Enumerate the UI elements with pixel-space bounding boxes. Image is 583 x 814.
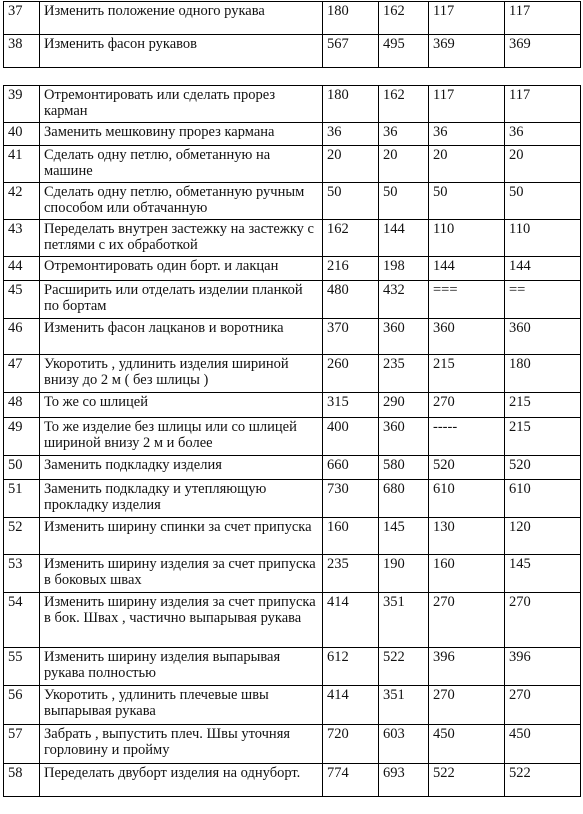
price-cell: 400 (323, 418, 379, 456)
price-cell: 36 (429, 123, 505, 146)
service-name: Заменить мешковину прорез кармана (40, 123, 323, 146)
price-cell: 522 (379, 648, 429, 686)
row-number: 55 (4, 648, 40, 686)
price-cell: 20 (379, 146, 429, 183)
price-cell: 414 (323, 686, 379, 725)
price-cell: 612 (323, 648, 379, 686)
service-name: Изменить ширину изделия за счет припуска в бок. Швах , частично выпарывая рукава (40, 593, 323, 648)
price-cell: 720 (323, 725, 379, 764)
service-name: Изменить фасон лацканов и воротника (40, 319, 323, 355)
price-cell: 290 (379, 393, 429, 418)
price-cell: 216 (323, 257, 379, 281)
price-cell: 270 (429, 393, 505, 418)
price-cell: 144 (379, 220, 429, 257)
service-name: Переделать внутрен застежку на застежку с петлями с их обработкой (40, 220, 323, 257)
table-row (4, 593, 581, 648)
price-cell: 20 (323, 146, 379, 183)
price-cell: 396 (505, 648, 581, 686)
price-cell: 20 (505, 146, 581, 183)
price-cell: 215 (505, 418, 581, 456)
price-table-main (3, 85, 581, 797)
row-number: 40 (4, 123, 40, 146)
price-table-top (3, 1, 581, 68)
price-cell: 680 (379, 480, 429, 518)
table-row (4, 518, 581, 555)
price-cell: 180 (323, 2, 379, 35)
service-name: Забрать , выпустить плеч. Швы уточняя горловину и пройму (40, 725, 323, 764)
price-cell: 270 (429, 593, 505, 648)
row-number: 48 (4, 393, 40, 418)
row-number: 58 (4, 764, 40, 797)
price-cell: 120 (505, 518, 581, 555)
service-name: Изменить фасон рукавов (40, 35, 323, 68)
price-cell: 260 (323, 355, 379, 393)
row-number: 43 (4, 220, 40, 257)
price-table-top-body (4, 2, 581, 68)
row-number: 39 (4, 86, 40, 123)
price-cell: 522 (429, 764, 505, 797)
table-row (4, 183, 581, 220)
price-cell: 396 (429, 648, 505, 686)
row-number: 47 (4, 355, 40, 393)
service-name: Отремонтировать или сделать прорез карман (40, 86, 323, 123)
service-name: То же изделие без шлицы или со шлицей шириной внизу 2 м и более (40, 418, 323, 456)
price-cell: 360 (379, 418, 429, 456)
price-cell: 693 (379, 764, 429, 797)
service-name: То же со шлицей (40, 393, 323, 418)
price-table-main-body (4, 86, 581, 797)
table-row (4, 555, 581, 593)
service-name: Изменить положение одного рукава (40, 2, 323, 35)
table-row (4, 456, 581, 480)
price-cell: 660 (323, 456, 379, 480)
service-name: Укоротить , удлинить изделия шириной внизу до 2 м ( без шлицы ) (40, 355, 323, 393)
price-cell: 270 (505, 686, 581, 725)
price-cell: 215 (505, 393, 581, 418)
table-row (4, 648, 581, 686)
price-cell: 36 (505, 123, 581, 146)
table-row (4, 764, 581, 797)
price-cell: 36 (379, 123, 429, 146)
row-number: 51 (4, 480, 40, 518)
price-cell: 774 (323, 764, 379, 797)
price-cell: 180 (505, 355, 581, 393)
table-row (4, 686, 581, 725)
price-cell: 50 (323, 183, 379, 220)
price-cell: 130 (429, 518, 505, 555)
price-cell: 117 (505, 2, 581, 35)
price-cell: 110 (505, 220, 581, 257)
row-number: 45 (4, 281, 40, 319)
price-cell: 198 (379, 257, 429, 281)
row-number: 53 (4, 555, 40, 593)
price-cell: 144 (429, 257, 505, 281)
row-number: 57 (4, 725, 40, 764)
table-row (4, 146, 581, 183)
price-cell: === (429, 281, 505, 319)
service-name: Укоротить , удлинить плечевые швы выпарывая рукава (40, 686, 323, 725)
service-name: Заменить подкладку изделия (40, 456, 323, 480)
price-cell: 117 (429, 86, 505, 123)
table-row (4, 86, 581, 123)
price-cell: 36 (323, 123, 379, 146)
table-row (4, 281, 581, 319)
price-cell: 450 (429, 725, 505, 764)
price-cell: 162 (323, 220, 379, 257)
service-name: Переделать двуборт изделия на однуборт. (40, 764, 323, 797)
price-cell: 50 (379, 183, 429, 220)
price-cell: 117 (505, 86, 581, 123)
service-name: Изменить ширину изделия выпарывая рукава полностью (40, 648, 323, 686)
table-row (4, 725, 581, 764)
table-row (4, 257, 581, 281)
price-cell: 610 (429, 480, 505, 518)
row-number: 50 (4, 456, 40, 480)
service-name: Изменить ширину изделия за счет припуска в боковых швах (40, 555, 323, 593)
price-cell: 190 (379, 555, 429, 593)
row-number: 42 (4, 183, 40, 220)
row-number: 37 (4, 2, 40, 35)
price-cell: 145 (505, 555, 581, 593)
table-row (4, 355, 581, 393)
table-row (4, 123, 581, 146)
price-cell: 480 (323, 281, 379, 319)
price-cell: 315 (323, 393, 379, 418)
price-cell: 603 (379, 725, 429, 764)
row-number: 44 (4, 257, 40, 281)
price-cell: 144 (505, 257, 581, 281)
price-cell: 370 (323, 319, 379, 355)
price-cell: 369 (505, 35, 581, 68)
service-name: Сделать одну петлю, обметанную ручным способом или обтачанную (40, 183, 323, 220)
price-cell: 110 (429, 220, 505, 257)
price-cell: 145 (379, 518, 429, 555)
table-row (4, 35, 581, 68)
price-cell: 50 (429, 183, 505, 220)
row-number: 49 (4, 418, 40, 456)
row-number: 52 (4, 518, 40, 555)
row-number: 41 (4, 146, 40, 183)
price-cell: 162 (379, 86, 429, 123)
service-name: Расширить или отделать изделии планкой по бортам (40, 281, 323, 319)
price-cell: 414 (323, 593, 379, 648)
service-name: Сделать одну петлю, обметанную на машине (40, 146, 323, 183)
service-name: Отремонтировать один борт. и лакцан (40, 257, 323, 281)
price-cell: 180 (323, 86, 379, 123)
price-cell: 215 (429, 355, 505, 393)
price-cell: 270 (429, 686, 505, 725)
price-cell: 520 (429, 456, 505, 480)
price-cell: 432 (379, 281, 429, 319)
row-number: 38 (4, 35, 40, 68)
row-number: 54 (4, 593, 40, 648)
table-row (4, 319, 581, 355)
price-cell: 360 (379, 319, 429, 355)
price-cell: 450 (505, 725, 581, 764)
price-cell: 50 (505, 183, 581, 220)
table-row (4, 220, 581, 257)
price-cell: 117 (429, 2, 505, 35)
service-name: Изменить ширину спинки за счет припуска (40, 518, 323, 555)
row-number: 56 (4, 686, 40, 725)
price-cell: == (505, 281, 581, 319)
price-cell: 235 (323, 555, 379, 593)
price-cell: 360 (505, 319, 581, 355)
price-cell: 520 (505, 456, 581, 480)
price-cell: 162 (379, 2, 429, 35)
price-cell: 567 (323, 35, 379, 68)
table-row (4, 393, 581, 418)
table-row (4, 480, 581, 518)
price-cell: 730 (323, 480, 379, 518)
price-cell: 522 (505, 764, 581, 797)
price-cell: ----- (429, 418, 505, 456)
table-row (4, 418, 581, 456)
price-cell: 495 (379, 35, 429, 68)
table-row (4, 2, 581, 35)
price-cell: 351 (379, 593, 429, 648)
price-cell: 270 (505, 593, 581, 648)
price-cell: 160 (323, 518, 379, 555)
price-cell: 580 (379, 456, 429, 480)
price-cell: 20 (429, 146, 505, 183)
row-number: 46 (4, 319, 40, 355)
price-cell: 235 (379, 355, 429, 393)
price-cell: 160 (429, 555, 505, 593)
price-cell: 351 (379, 686, 429, 725)
price-cell: 369 (429, 35, 505, 68)
price-cell: 610 (505, 480, 581, 518)
price-cell: 360 (429, 319, 505, 355)
service-name: Заменить подкладку и утепляющую прокладку изделия (40, 480, 323, 518)
